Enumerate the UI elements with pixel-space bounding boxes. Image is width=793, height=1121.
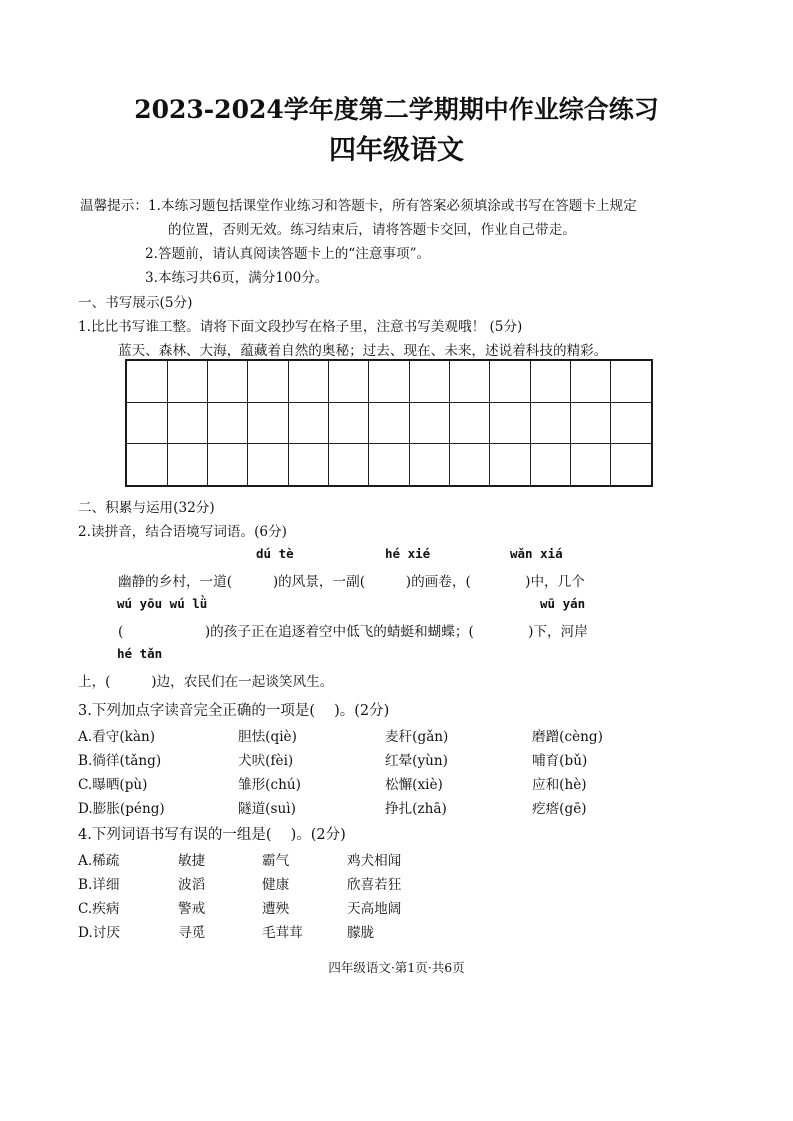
pinyin-wuyouwulv: wú yōu wú lǜ	[117, 596, 208, 611]
q4-option-b-2: 波滔	[178, 877, 206, 893]
q4-option-a-4: 鸡犬相闻	[347, 853, 402, 869]
notice-line-1b: 的位置，否则无效。练习结束后，请将答题卡交回，作业自己带走。	[168, 222, 576, 238]
copy-passage: 蓝天、森林、大海，蕴藏着自然的奥秘；过去、现在、未来，述说着科技的精彩。	[118, 343, 608, 359]
q4-option-a-2: 敏捷	[178, 853, 206, 869]
q3-option-b-3: 红晕(yùn)	[385, 753, 448, 769]
q3-option-a-2: 胆怯(qiè)	[238, 729, 297, 745]
q3-option-c-3: 松懈(xiè)	[385, 777, 443, 793]
notice-line-1: 1.本练习题包括课堂作业练习和答题卡，所有答案必须填涂或书写在答题卡上规定	[148, 198, 637, 214]
q4-option-b-4: 欣喜若狂	[347, 877, 402, 893]
pinyin-wanxia: wǎn xiá	[510, 546, 563, 561]
pinyin-dute: dú tè	[256, 546, 294, 561]
q4-option-c-3: 遭殃	[262, 901, 290, 917]
q4-option-b-3: 健康	[262, 877, 290, 893]
q3-option-b-2: 犬吠(fèi)	[238, 753, 294, 769]
pinyin-wuyan: wū yán	[540, 596, 586, 611]
question-1: 1.比比书写谁工整。请将下面文段抄写在格子里，注意书写美观哦！ (5分)	[78, 319, 523, 335]
fill-line-3: 上，( )边，农民们在一起谈笑风生。	[78, 674, 334, 690]
section-2-heading: 二、积累与运用(32分)	[78, 500, 215, 516]
notice-line-3: 3.本练习共6页，满分100分。	[145, 270, 329, 286]
q3-option-c-4: 应和(hè)	[532, 777, 587, 793]
question-3: 3.下列加点字读音完全正确的一项是( )。(2分)	[78, 703, 390, 719]
pinyin-hetan: hé tǎn	[117, 646, 163, 661]
q4-option-c: C.疾病	[78, 901, 120, 917]
pinyin-hexie: hé xié	[385, 546, 431, 561]
q3-option-c: C.曝晒(pù)	[78, 777, 148, 793]
q4-option-c-4: 天高地阔	[347, 901, 402, 917]
page-footer: 四年级语文·第1页·共6页	[328, 960, 465, 975]
q4-option-a-3: 霸气	[262, 853, 290, 869]
q4-option-d-2: 寻觅	[178, 925, 206, 941]
q3-option-b: B.徜徉(tǎng)	[78, 753, 162, 769]
q4-option-d: D.讨厌	[78, 925, 120, 941]
q3-option-d-4: 疙瘩(gē)	[532, 801, 587, 817]
q4-option-d-3: 毛茸茸	[262, 925, 303, 941]
q4-option-a: A.稀疏	[78, 853, 120, 869]
notice-line-2: 2.答题前，请认真阅读答题卡上的“注意事项”。	[145, 246, 431, 262]
writing-grid[interactable]	[125, 359, 653, 487]
q3-option-b-4: 哺育(bǔ)	[532, 753, 588, 769]
question-4: 4.下列词语书写有误的一组是( )。(2分)	[78, 827, 346, 843]
fill-line-1: 幽静的乡村，一道( )的风景，一副( )的画卷，( )中，几个	[118, 574, 585, 590]
q3-option-a-4: 磨蹭(cèng)	[532, 729, 603, 745]
q3-option-c-2: 雏形(chú)	[238, 777, 301, 793]
q3-option-d-2: 隧道(suì)	[238, 801, 296, 817]
question-2: 2.读拼音，结合语境写词语。(6分)	[78, 524, 287, 540]
q3-option-a-3: 麦秆(gǎn)	[385, 729, 449, 745]
q4-option-d-4: 朦胧	[347, 925, 375, 941]
fill-line-2: ( )的孩子正在追逐着空中低飞的蜻蜓和蝴蝶；( )下，河岸	[118, 624, 588, 640]
q4-option-c-2: 警戒	[178, 901, 206, 917]
q3-option-d-3: 挣扎(zhā)	[385, 801, 447, 817]
exam-title: 2023-2024学年度第二学期期中作业综合练习	[134, 95, 659, 124]
q3-option-a: A.看守(kàn)	[78, 729, 156, 745]
exam-subtitle: 四年级语文	[329, 135, 464, 166]
section-1-heading: 一、书写展示(5分)	[78, 295, 193, 311]
q3-option-d: D.膨胀(péng)	[78, 801, 165, 817]
q4-option-b: B.详细	[78, 877, 120, 893]
notice-label: 温馨提示：	[80, 198, 148, 214]
